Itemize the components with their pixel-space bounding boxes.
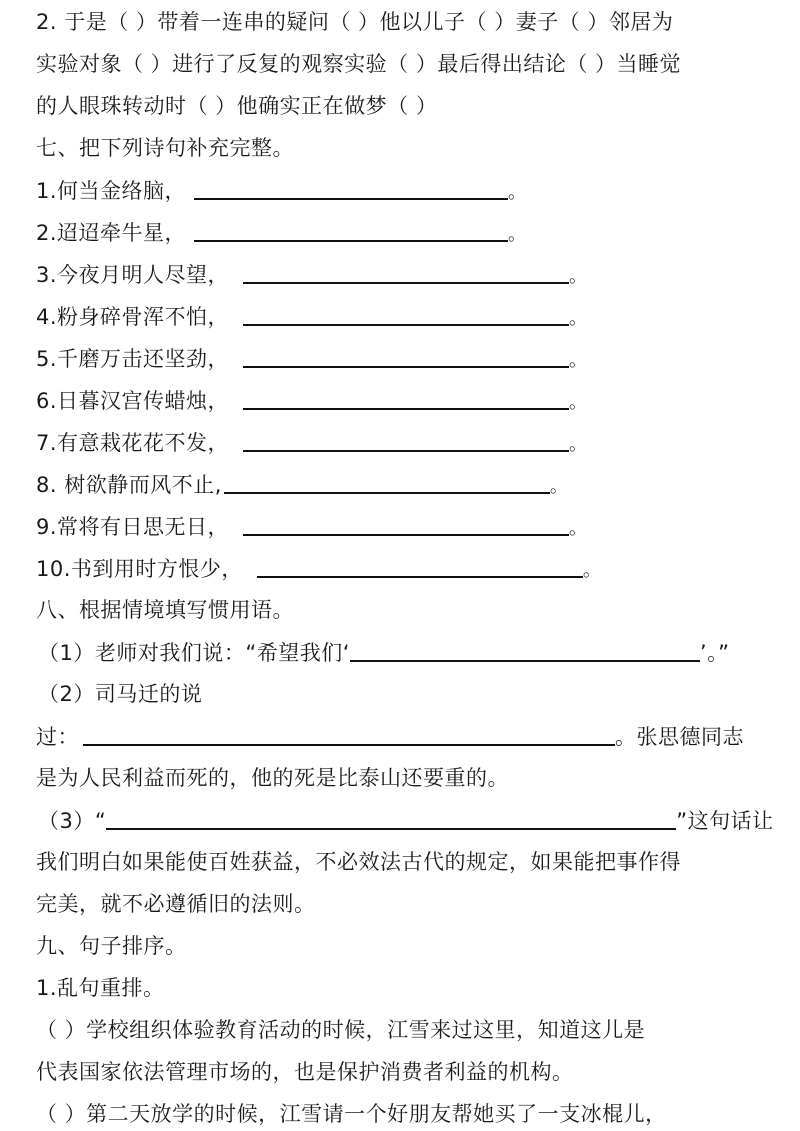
section-8-heading: 八、根据情境填写惯用语。	[36, 598, 294, 622]
q2-line-3: 的人眼珠转动时（ ）他确实正在做梦（ ）	[36, 94, 438, 118]
q2-suffix: 。张思德同志	[615, 725, 744, 749]
poem-end: 。	[549, 476, 569, 497]
idiom-q2-line-2	[36, 720, 744, 752]
q2-line-1: 2. 于是（ ）带着一连串的疑问（ ）他以儿子（ ）妻子（ ）邻居为	[36, 10, 674, 34]
poem-item-2	[36, 216, 527, 248]
poem-item-6	[36, 384, 588, 416]
poem-item-5	[36, 342, 588, 374]
answer-blank[interactable]	[243, 344, 569, 368]
poem-end: 。	[569, 518, 588, 539]
poem-prompt: 8. 树欲静而风不止,	[36, 473, 222, 497]
idiom-q1	[38, 636, 729, 668]
poem-prompt: 2.迢迢牵牛星，	[36, 221, 187, 245]
poem-end: 。	[508, 224, 527, 245]
poem-end: 。	[569, 308, 588, 329]
sentence-1-line-1: （ ）学校组织体验教育活动的时候，江雪来过这里，知道这儿是	[36, 1018, 646, 1042]
idiom-q3-line-3: 完美，就不必遵循旧的法则。	[36, 892, 316, 916]
q3-prefix: （3）“	[38, 809, 107, 833]
poem-end: 。	[508, 182, 527, 203]
answer-blank[interactable]	[106, 806, 676, 830]
poem-item-3	[36, 258, 588, 290]
poem-prompt: 3.今夜月明人尽望，	[36, 263, 230, 287]
sentence-2-line-1: （ ）第二天放学的时候，江雪请一个好朋友帮她买了一支冰棍儿，	[36, 1102, 667, 1126]
answer-blank[interactable]	[243, 260, 569, 284]
poem-prompt: 5.千磨万击还坚劲，	[36, 347, 230, 371]
idiom-q2-line-3: 是为人民利益而死的，他的死是比泰山还要重的。	[36, 766, 509, 790]
poem-prompt: 1.何当金络脑，	[36, 179, 187, 203]
q1-suffix: ’。”	[699, 641, 730, 665]
answer-blank[interactable]	[194, 218, 508, 242]
answer-blank[interactable]	[243, 428, 569, 452]
idiom-q3	[38, 804, 774, 836]
poem-item-4	[36, 300, 588, 332]
poem-prompt: 4.粉身碎骨浑不怕，	[36, 305, 230, 329]
section-9-heading: 九、句子排序。	[36, 934, 187, 958]
answer-blank[interactable]	[350, 638, 700, 662]
answer-blank[interactable]	[243, 512, 569, 536]
answer-blank[interactable]	[83, 722, 615, 746]
q2-prefix: 过：	[36, 725, 79, 749]
poem-end: 。	[582, 560, 602, 581]
poem-item-9	[36, 510, 588, 542]
poem-prompt: 10.书到用时方恨少，	[36, 557, 243, 581]
q2-line-2: 实验对象（ ）进行了反复的观察实验（ ）最后得出结论（ ）当睡觉	[36, 52, 682, 76]
poem-item-7	[36, 426, 588, 458]
poem-item-10	[36, 552, 601, 584]
poem-prompt: 6.日暮汉宫传蜡烛，	[36, 389, 230, 413]
q3-suffix: ”这句话让	[676, 809, 774, 833]
poem-prompt: 9.常将有日思无日，	[36, 515, 230, 539]
idiom-q2-line-1: （2）司马迁的说	[38, 682, 203, 706]
answer-blank[interactable]	[243, 302, 569, 326]
sentence-1-line-2: 代表国家依法管理市场的，也是保护消费者利益的机构。	[36, 1060, 574, 1084]
poem-prompt: 7.有意栽花花不发，	[36, 431, 230, 455]
poem-item-1	[36, 174, 527, 206]
poem-end: 。	[569, 434, 588, 455]
poem-item-8	[36, 468, 568, 500]
answer-blank[interactable]	[257, 554, 583, 578]
answer-blank[interactable]	[194, 176, 508, 200]
answer-blank[interactable]	[243, 386, 569, 410]
idiom-q3-line-2: 我们明白如果能使百姓获益，不必效法古代的规定，如果能把事作得	[36, 850, 681, 874]
q1-prefix: （1）老师对我们说：“希望我们‘	[38, 641, 350, 665]
poem-end: 。	[569, 350, 588, 371]
poem-end: 。	[569, 392, 588, 413]
section-7-heading: 七、把下列诗句补充完整。	[36, 136, 294, 160]
section-9-sub-1: 1.乱句重排。	[36, 976, 165, 1000]
answer-blank[interactable]	[224, 470, 550, 494]
poem-end: 。	[569, 266, 588, 287]
